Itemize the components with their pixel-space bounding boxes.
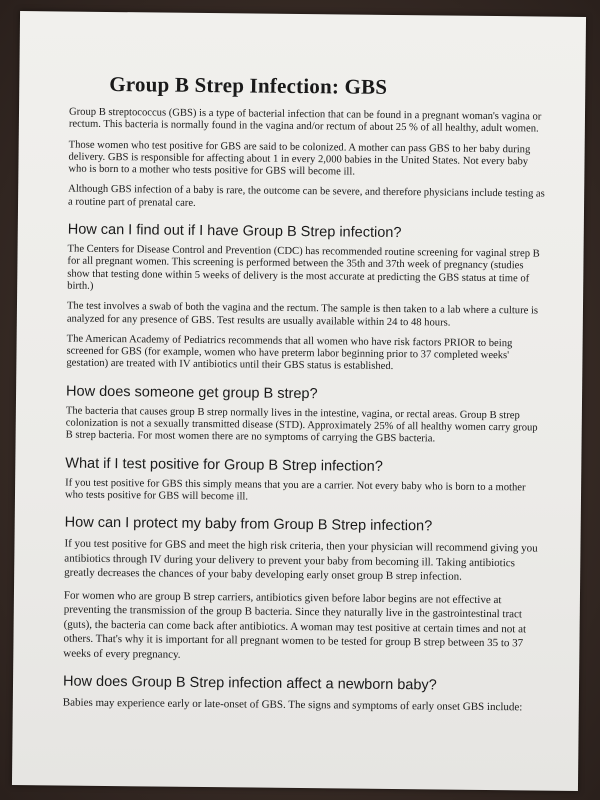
section-paragraph: The American Academy of Pediatrics recommends that all women who have risk factors PRIOR to being screened for GBS (for example, women who have preterm labor beginning prior to 37 completed weeks' gestation) are treated with IV antibiotics until their GBS status is established.: [66, 333, 513, 373]
section-paragraph: For women who are group B strep carriers, antibiotics given before labor begins are not effective at preventing the transmission of the group B bacteria. Since they naturally live in the gastrointestinal tract (guts), the bacteria can come back after antibiotics. A woman may test positive at certain times and not at others. That's why it is important for all pregnant women to be tested for group B strep between 35 to 37 weeks of every pregnancy.: [63, 589, 527, 661]
section-heading-find-out: How can I find out if I have Group B Strep infection?: [67, 221, 402, 242]
document-title: Group B Strep Infection: GBS: [109, 71, 388, 99]
intro-paragraph: Those women who test positive for GBS are said to be colonized. A mother can pass GBS to her baby during delivery. GBS is responsible for affecting about 1 in every 2,000 babies in the United States. Not every baby who is born to a mother who tests positive for GBS will become ill.: [68, 139, 531, 178]
document-page: [12, 11, 586, 791]
large-print-block: [63, 515, 545, 716]
intro-paragraph: Although GBS infection of a baby is rare, the outcome can be severe, and therefore physicians include testing as a routine part of prenatal care.: [68, 184, 545, 209]
section-paragraph: If you test positive for GBS this simply means that you are a carrier. Not every baby who is born to a mother who tests positive for GBS will become ill.: [64, 477, 526, 503]
intro-paragraph: Group B streptococcus (GBS) is a type of bacterial infection that can be found in a pregnant woman's vagina or rectum. This bacteria is normally found in the vagina and/or rectum of about 25 % of all healthy, adult women.: [68, 106, 542, 135]
section-paragraph: The bacteria that causes group B strep normally lives in the intestine, vagina, or rectal areas. Group B strep colonization is not a sexually transmitted disease (STD). Approximately 25% of all healthy women carry group B strep bacteria. For most women there are no symptoms of carrying the GBS bacteria.: [65, 405, 538, 445]
section-paragraph: The Centers for Disease Control and Prevention (CDC) has recommended routine screening for vaginal strep B for all pregnant women. This screening is performed between the 35th and 37th week of pregnancy (studies show that testing done within 5 weeks of delivery is the most accurate at predicting the GBS status at time of birth.): [67, 243, 540, 292]
section-heading-how-get: How does someone get group B strep?: [66, 383, 318, 402]
section-heading-test-positive: What if I test positive for Group B Strep infection?: [65, 455, 383, 475]
section-paragraph: The test involves a swab of both the vagina and the rectum. The sample is then taken to a lab where a culture is analyzed for any presence of GBS. Test results are usually available within 24 to 48 hours.: [66, 300, 539, 329]
section-heading-newborn-effect: How does Group B Strep infection affect a newborn baby?: [62, 673, 437, 694]
section-paragraph: If you test positive for GBS and meet the high risk criteria, then your physician will recommend giving you antibiotics through IV during your delivery to prevent your baby from becoming ill. Taking antibiotics greatly decreases the chances of your baby developing early onset group B strep infection.: [64, 537, 538, 583]
section-heading-protect-baby: How can I protect my baby from Group B Strep infection?: [64, 514, 433, 535]
section-paragraph: Babies may experience early or late-onset of GBS. The signs and symptoms of early onset GBS include:: [62, 696, 523, 714]
document-content: [63, 72, 550, 724]
